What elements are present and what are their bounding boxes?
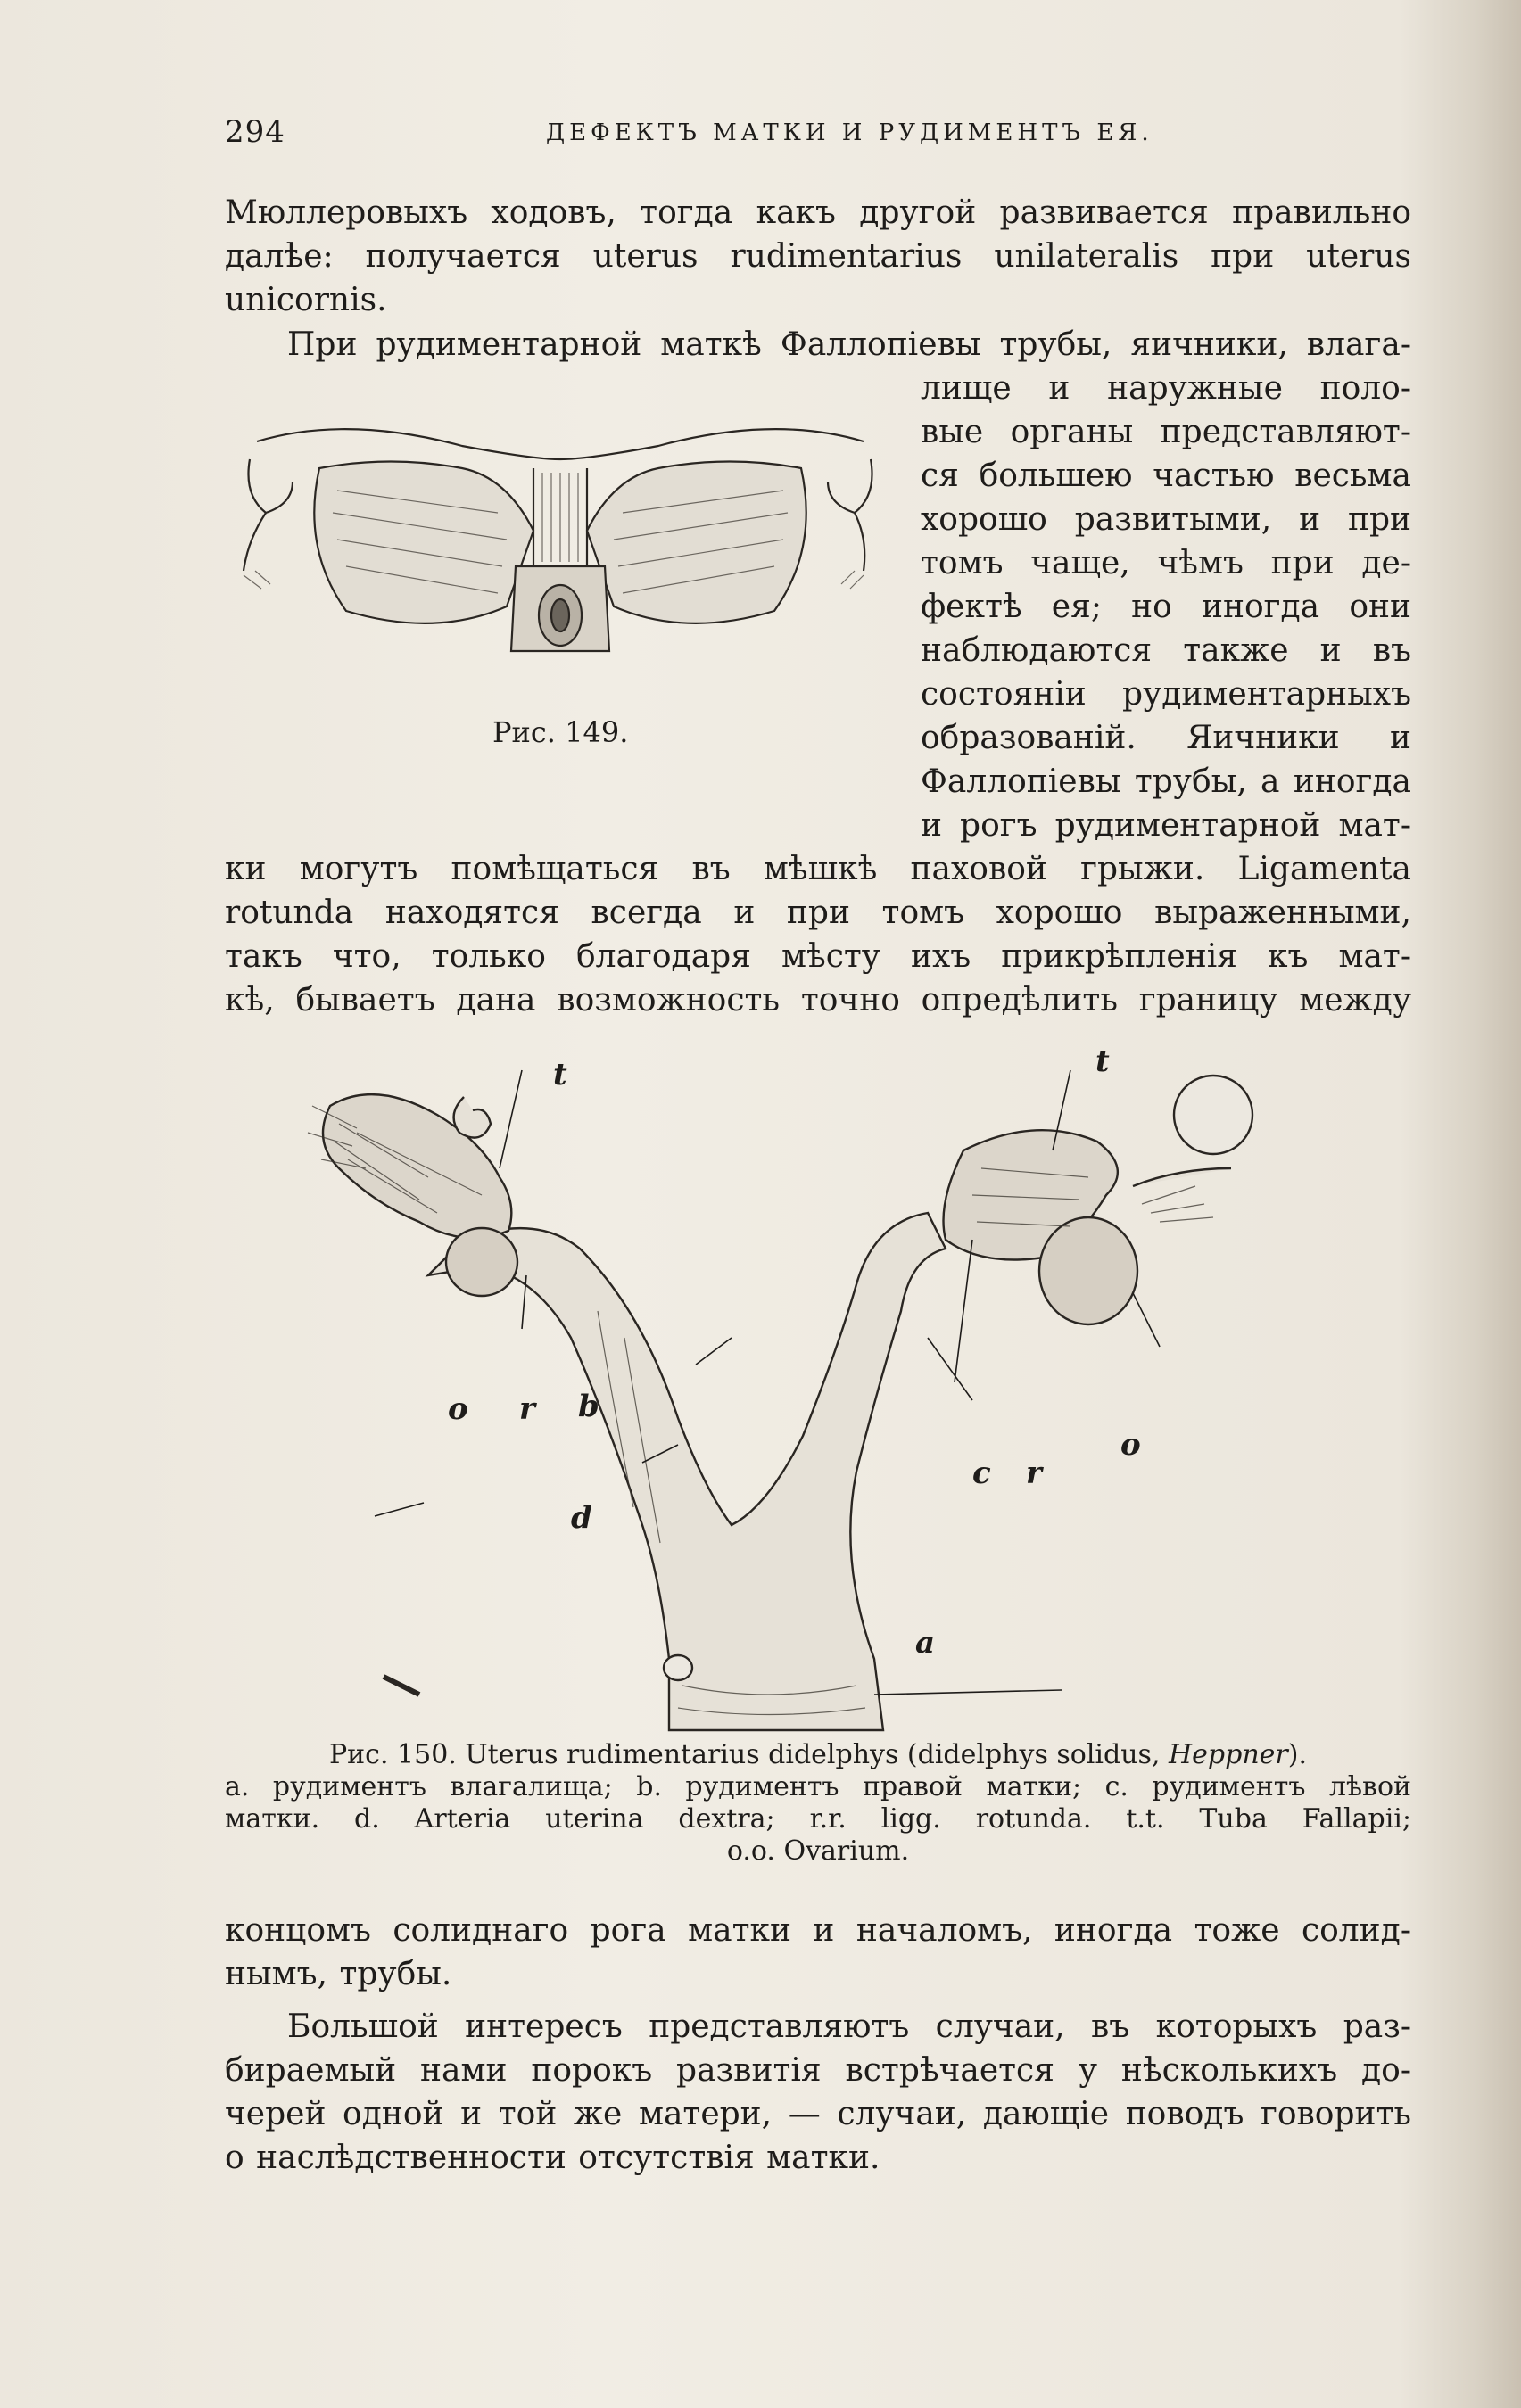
wrap-paragraph-continuation [225,847,1411,1022]
text-line: хорошо развитыми, и при [921,501,1411,538]
figure-label-t-right: t [1095,1043,1110,1079]
figure-label-r-right: r [1026,1456,1042,1491]
caption-author: Heppner [1169,1739,1288,1770]
figure-149-caption: Рис. 149. [492,715,629,749]
text-line: и рогъ рудиментарной мат- [921,807,1411,844]
text-line: rotunda находятся всегда и при томъ хорошо выраженными, [225,895,1411,931]
text-line: бираемый нами порокъ развитія встрѣчается у нѣсколькихъ до- [225,2052,1411,2089]
figure-label-o-right: o [1120,1427,1141,1463]
figure-label-b: b [578,1389,599,1424]
figure-label-c: c [972,1456,991,1491]
caption-line: a. рудиментъ влагалища; b. рудиментъ правой матки; c. рудиментъ лѣвой [225,1771,1411,1802]
caption-title-end: ). [1287,1739,1308,1770]
figure-label-d: d [571,1500,592,1536]
text-line: ки могутъ помѣщаться въ мѣшкѣ паховой грыжи. Ligamenta [225,851,1411,887]
text-line: Большой интересъ представляютъ случаи, въ которыхъ раз- [287,2008,1411,2045]
text-line: фектѣ ея; но иногда они [921,589,1411,625]
text-line: ся большею частью весьма [921,458,1411,494]
caption-line: o.o. Ovarium. [726,1835,910,1867]
figure-label-t-left: t [553,1057,567,1093]
text-line: Мюллеровыхъ ходовъ, тогда какъ другой развивается правильно [225,194,1411,231]
text-line: наблюдаются также и въ [921,632,1411,669]
caption-title-text: Рис. 150. Uterus rudimentarius didelphys (didelphys solidus, [328,1739,1170,1770]
text-line: такъ что, только благодаря мѣсту ихъ прикрѣпленія къ мат- [225,938,1411,975]
text-line: кѣ, бываетъ дана возможность точно опредѣлить границу между [225,982,1411,1018]
caption-title [225,1739,1411,1771]
text-line: томъ чаще, чѣмъ при де- [921,545,1411,581]
figure-label-r-left: r [519,1391,535,1427]
page-number: 294 [225,114,285,150]
text-line: о наслѣдственности отсутствія матки. [225,2140,880,2176]
text-line: вые органы представляют- [921,414,1411,450]
text-line: черей одной и той же матери, — случаи, дающіе поводъ говорить [225,2096,1411,2132]
text-line: лище и наружные поло- [921,370,1411,407]
wrap-paragraph-first-line [225,323,1411,367]
text-line: При рудиментарной маткѣ Фаллопіевы трубы, яичники, влага- [287,326,1411,363]
caption-line: матки. d. Arteria uterina dextra; r.r. ligg. rotunda. t.t. Tuba Fallapii; [225,1803,1411,1835]
text-line: образованій. Яичники и [921,720,1411,756]
figure-150-caption [225,1739,1411,1868]
wrap-paragraph-narrow-column [921,367,1411,847]
page-header [225,114,1411,150]
closing-paragraph [225,1909,1411,1996]
figure-149-illustration [239,406,881,656]
figure-label-o-left: o [448,1391,468,1427]
text-line: нымъ, трубы. [225,1956,452,1992]
figure-label-a: a [915,1625,936,1661]
running-title: ДЕФЕКТЪ МАТКИ И РУДИМЕНТЪ ЕЯ. [546,120,1153,146]
text-line: состояніи рудиментарныхъ [921,676,1411,713]
intro-paragraph [225,191,1411,322]
text-line: далѣе: получается uterus rudimentarius unilateralis при uterus [225,238,1411,275]
text-line: unicornis. [225,282,387,318]
final-paragraph [225,2005,1411,2180]
text-line: концомъ солиднаго рога матки и началомъ, иногда тоже солид- [225,1912,1411,1949]
text-line: Фаллопіевы трубы, а иногда [921,763,1411,800]
